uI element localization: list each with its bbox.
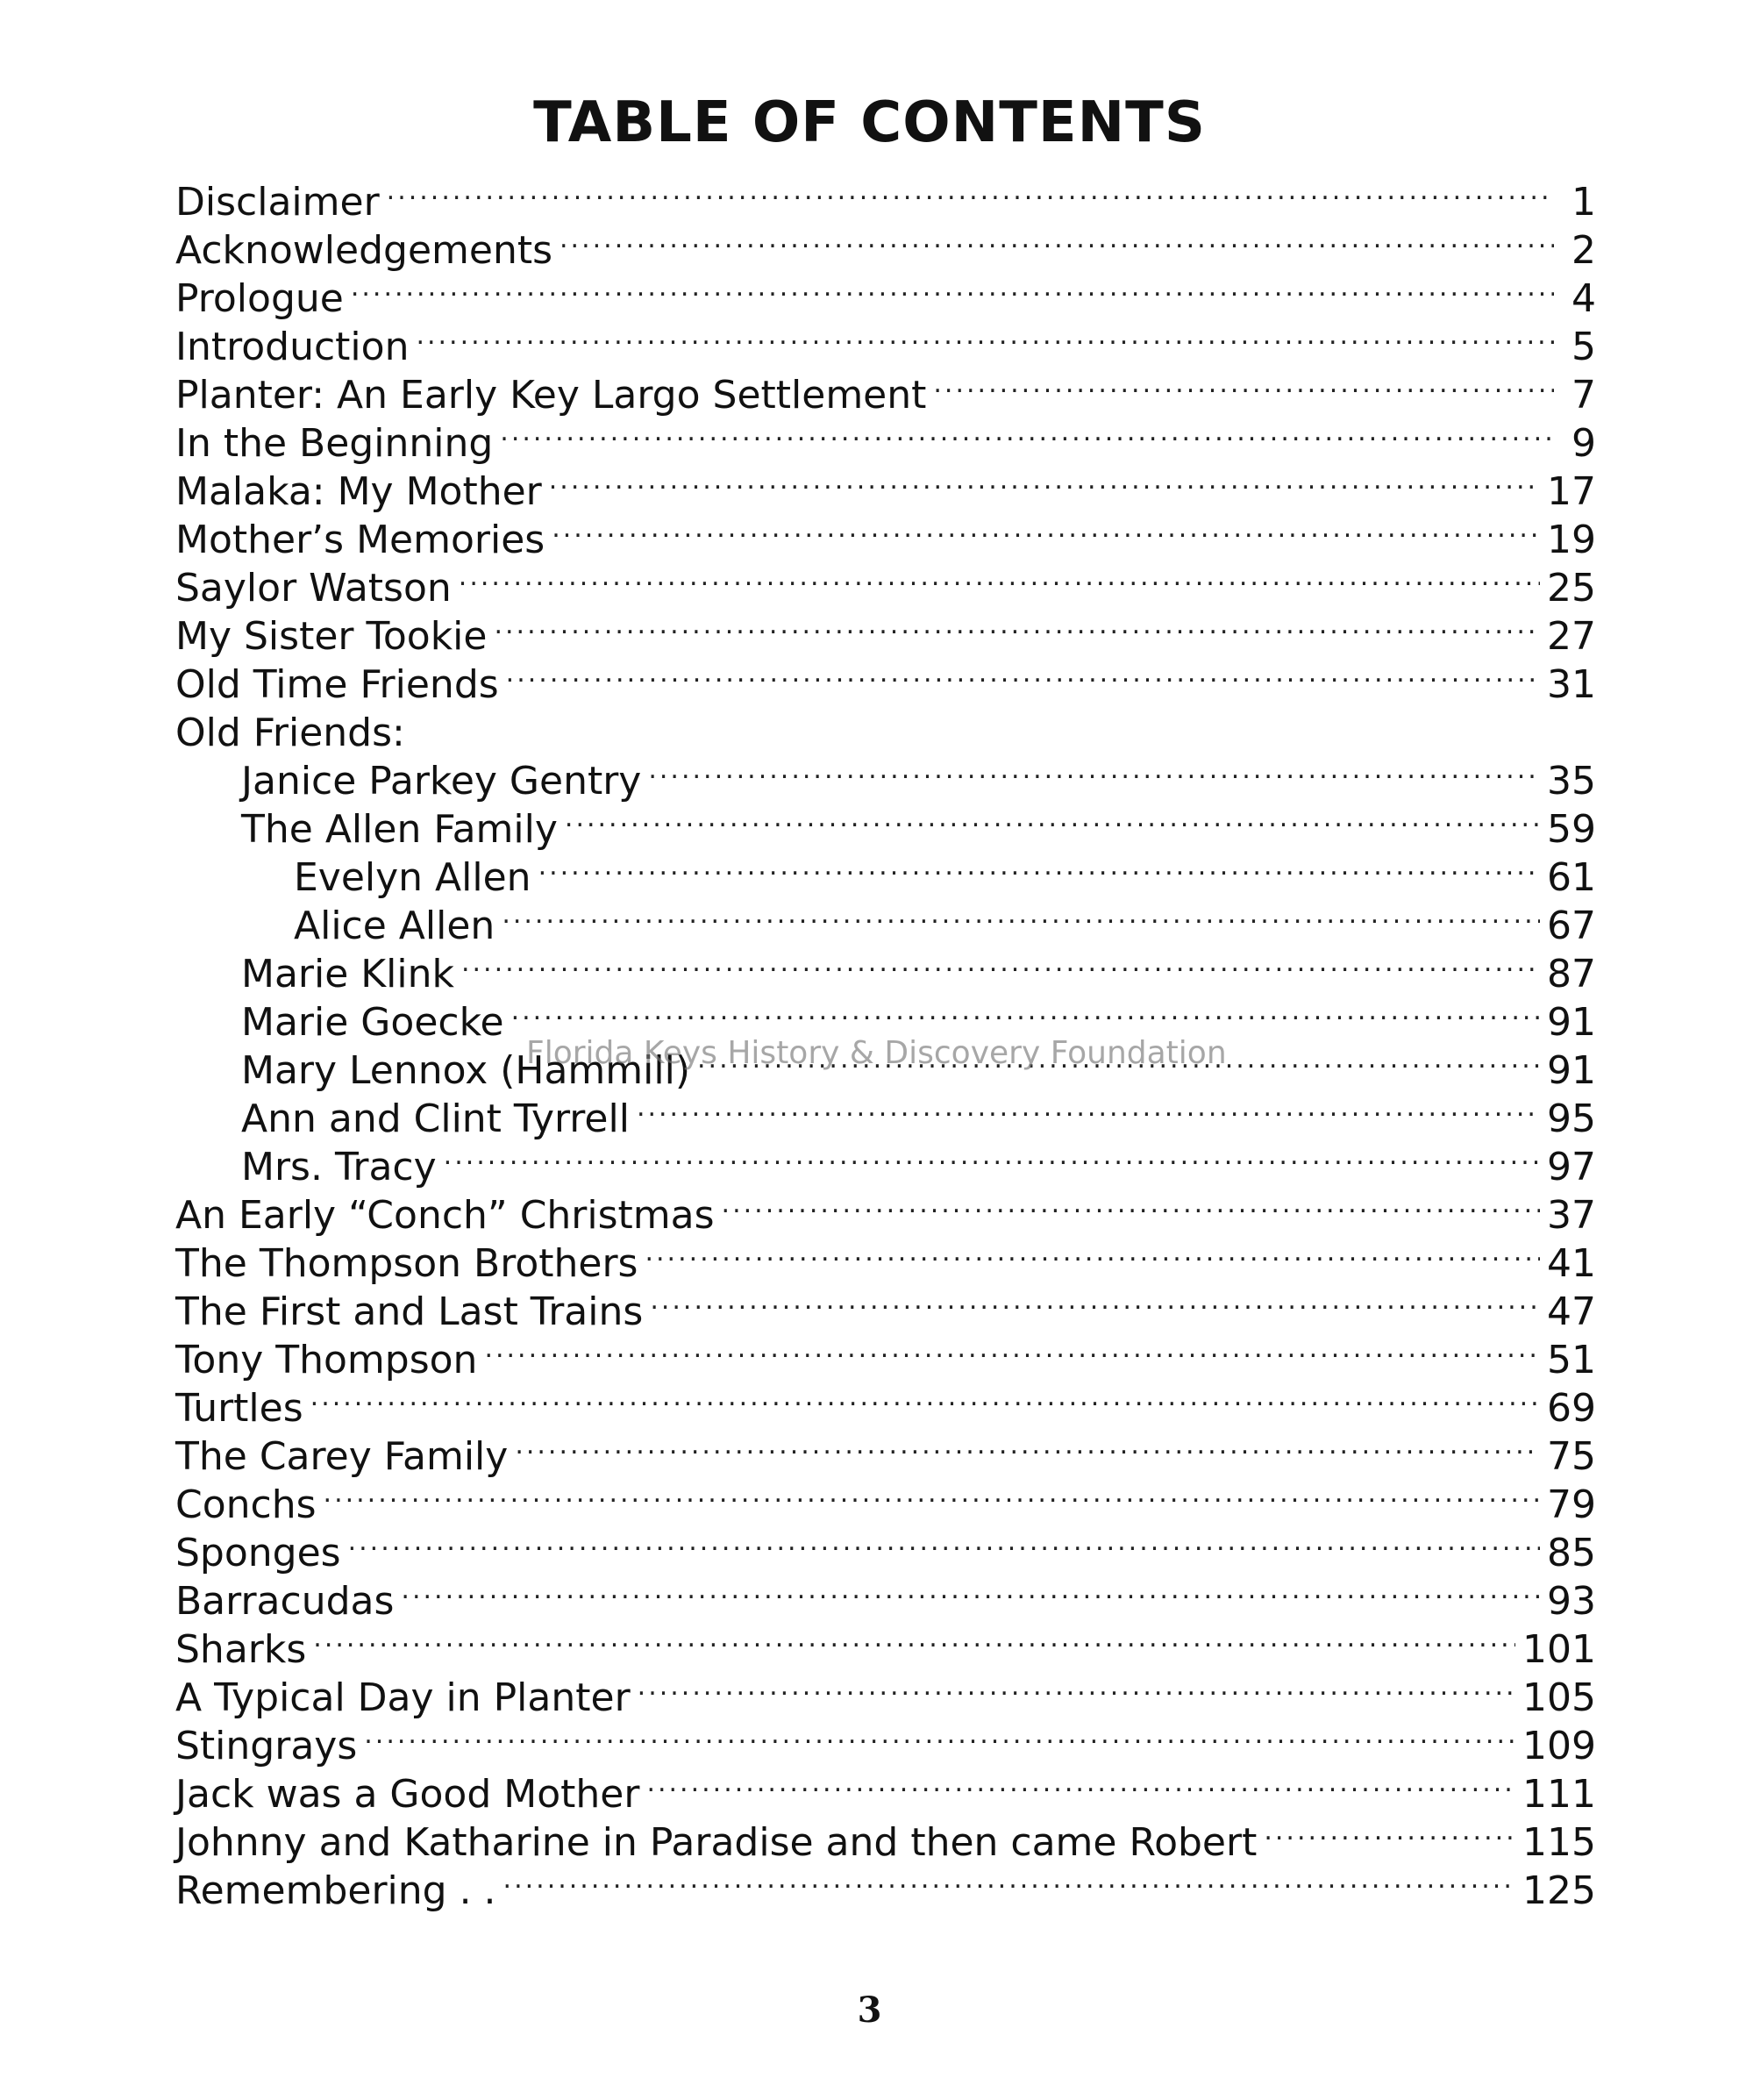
toc-entry-title: Sharks (175, 1627, 307, 1672)
toc-entry-page: 47 (1547, 1289, 1596, 1334)
toc-dot-leader (552, 504, 1540, 553)
toc-entry-page: 19 (1547, 518, 1596, 562)
toc-entry-page: 31 (1547, 662, 1596, 707)
toc-dot-leader (416, 311, 1554, 360)
toc-entry-title: Marie Goecke (241, 1000, 504, 1045)
toc-entry-page: 75 (1547, 1434, 1596, 1479)
toc-entry-page: 101 (1522, 1627, 1596, 1672)
toc-entry-title: Old Time Friends (175, 662, 499, 707)
toc-entry-title: Mary Lennox (Hammill) (241, 1048, 690, 1093)
toc-entry-title: My Sister Tookie (175, 614, 488, 659)
watermark: Florida Keys History & Discovery Foundation (526, 1035, 1227, 1071)
toc-entry-page: 93 (1547, 1579, 1596, 1624)
toc-entry-page: 51 (1547, 1338, 1596, 1382)
toc-entry-page: 9 (1572, 421, 1596, 466)
toc-entry-page: 67 (1547, 904, 1596, 948)
toc-entry-title: Malaka: My Mother (175, 469, 542, 514)
toc-entry-title: Stingrays (175, 1724, 358, 1768)
toc-dot-leader (484, 1325, 1540, 1373)
toc-entry-page: 27 (1547, 614, 1596, 659)
toc-entry-page: 105 (1522, 1675, 1596, 1720)
toc-entry (175, 1373, 1596, 1431)
toc-entry-title: Planter: An Early Key Largo Settlement (175, 373, 927, 418)
toc-dot-leader (412, 697, 1554, 746)
toc-entry (175, 1566, 1596, 1624)
toc-dot-leader (502, 890, 1540, 939)
toc-entry-page: 35 (1547, 759, 1596, 804)
toc-entry-title: A Typical Day in Planter (175, 1675, 631, 1720)
toc-entry-page: 97 (1547, 1145, 1596, 1189)
toc-entry-title: Tony Thompson (175, 1338, 478, 1382)
toc-dot-leader (494, 601, 1540, 649)
toc-entry-page: 59 (1547, 807, 1596, 852)
toc-entry-title: Saylor Watson (175, 566, 452, 611)
toc-entry-page: 1 (1572, 180, 1596, 225)
toc-entry-title: Evelyn Allen (294, 855, 531, 900)
toc-entry-title: Barracudas (175, 1579, 395, 1624)
toc-entry-page: 91 (1547, 1048, 1596, 1093)
toc-entry-page: 87 (1547, 952, 1596, 996)
toc-dot-leader (933, 360, 1554, 408)
toc-entry (175, 167, 1596, 225)
toc-entry-title: Prologue (175, 276, 344, 321)
toc-entry-title: In the Beginning (175, 421, 494, 466)
toc-entry (175, 215, 1596, 273)
toc-dot-leader (503, 1855, 1515, 1904)
toc-entry-page: 111 (1522, 1772, 1596, 1817)
toc-dot-leader (506, 649, 1540, 697)
toc-entry-page: 17 (1547, 469, 1596, 514)
toc-dot-leader (565, 794, 1540, 842)
toc-entry-title: The Thompson Brothers (175, 1241, 638, 1286)
toc-dot-leader (348, 1518, 1540, 1566)
page-title: TABLE OF CONTENTS (533, 90, 1206, 155)
toc-entry-title: Mrs. Tracy (241, 1145, 437, 1189)
toc-dot-leader (638, 1662, 1515, 1711)
toc-entry-page: 95 (1547, 1096, 1596, 1141)
toc-entry (175, 1469, 1596, 1527)
toc-entry-title: Remembering . . (175, 1868, 496, 1913)
toc-entry-title: Mother’s Memories (175, 518, 545, 562)
toc-dot-leader (511, 987, 1540, 1035)
toc-dot-leader (515, 1421, 1540, 1469)
toc-entry (175, 311, 1596, 369)
toc-entry (175, 1662, 1596, 1720)
toc-entry-page: 7 (1572, 373, 1596, 418)
toc-entry (175, 1759, 1596, 1817)
toc-entry-title: The Carey Family (175, 1434, 509, 1479)
toc-entry-title: Alice Allen (294, 904, 495, 948)
toc-dot-leader (364, 1711, 1515, 1759)
toc-dot-leader (313, 1614, 1515, 1662)
page-number: 3 (857, 1989, 882, 2031)
toc-entry-page: 109 (1522, 1724, 1596, 1768)
toc-entry-page: 79 (1547, 1482, 1596, 1527)
toc-dot-leader (646, 1759, 1515, 1807)
toc-entry-title: Johnny and Katharine in Paradise and then came Robert (175, 1820, 1258, 1865)
toc-entry-page: 85 (1547, 1531, 1596, 1575)
toc-dot-leader (387, 167, 1554, 215)
toc-dot-leader (310, 1373, 1540, 1421)
toc-entry (175, 1421, 1596, 1479)
toc-entry-page: 37 (1547, 1193, 1596, 1238)
toc-entry-title: Introduction (175, 325, 410, 369)
toc-entry-title: Disclaimer (175, 180, 380, 225)
toc-dot-leader (444, 1132, 1540, 1180)
toc-entry-page: 69 (1547, 1386, 1596, 1431)
toc-entry-title: Old Friends: (175, 711, 405, 755)
toc-dot-leader (559, 215, 1554, 263)
toc-dot-leader (1264, 1807, 1515, 1855)
toc-dot-leader (401, 1566, 1540, 1614)
toc-dot-leader (549, 456, 1540, 504)
toc-dot-leader (351, 263, 1554, 311)
toc-entry-title: Sponges (175, 1531, 341, 1575)
toc-entry (175, 1614, 1596, 1672)
toc-entry-page: 41 (1547, 1241, 1596, 1286)
toc-entry (175, 263, 1596, 321)
toc-entry (175, 1518, 1596, 1575)
toc-entry-title: Janice Parkey Gentry (241, 759, 642, 804)
toc-entry-title: Marie Klink (241, 952, 454, 996)
toc-dot-leader (324, 1469, 1540, 1518)
toc-dot-leader (538, 842, 1540, 890)
toc-entry (175, 1711, 1596, 1768)
toc-entry-title: The Allen Family (241, 807, 558, 852)
toc-dot-leader (500, 408, 1554, 456)
toc-entry-page: 25 (1547, 566, 1596, 611)
toc-entry-page: 125 (1522, 1868, 1596, 1913)
toc-entry-page: 4 (1572, 276, 1596, 321)
toc-entry-page: 5 (1572, 325, 1596, 369)
toc-entry-title: Ann and Clint Tyrrell (241, 1096, 630, 1141)
toc-entry-title: Jack was a Good Mother (175, 1772, 640, 1817)
toc-entry-page: 91 (1547, 1000, 1596, 1045)
toc-dot-leader (459, 553, 1540, 601)
toc-entry-title: Acknowledgements (175, 228, 553, 273)
toc-dot-leader (648, 746, 1540, 794)
toc-dot-leader (645, 1228, 1540, 1276)
toc-entry-title: Conchs (175, 1482, 317, 1527)
toc-entry-page: 61 (1547, 855, 1596, 900)
toc-entry-title: The First and Last Trains (175, 1289, 644, 1334)
toc-entry-page: 2 (1572, 228, 1596, 273)
toc-dot-leader (650, 1276, 1540, 1325)
toc-dot-leader (722, 1180, 1540, 1228)
toc-dot-leader (637, 1083, 1540, 1132)
toc-entry-title: Turtles (175, 1386, 303, 1431)
toc-dot-leader (461, 939, 1540, 987)
toc-entry-page: 115 (1522, 1820, 1596, 1865)
toc-entry-title: An Early “Conch” Christmas (175, 1193, 715, 1238)
